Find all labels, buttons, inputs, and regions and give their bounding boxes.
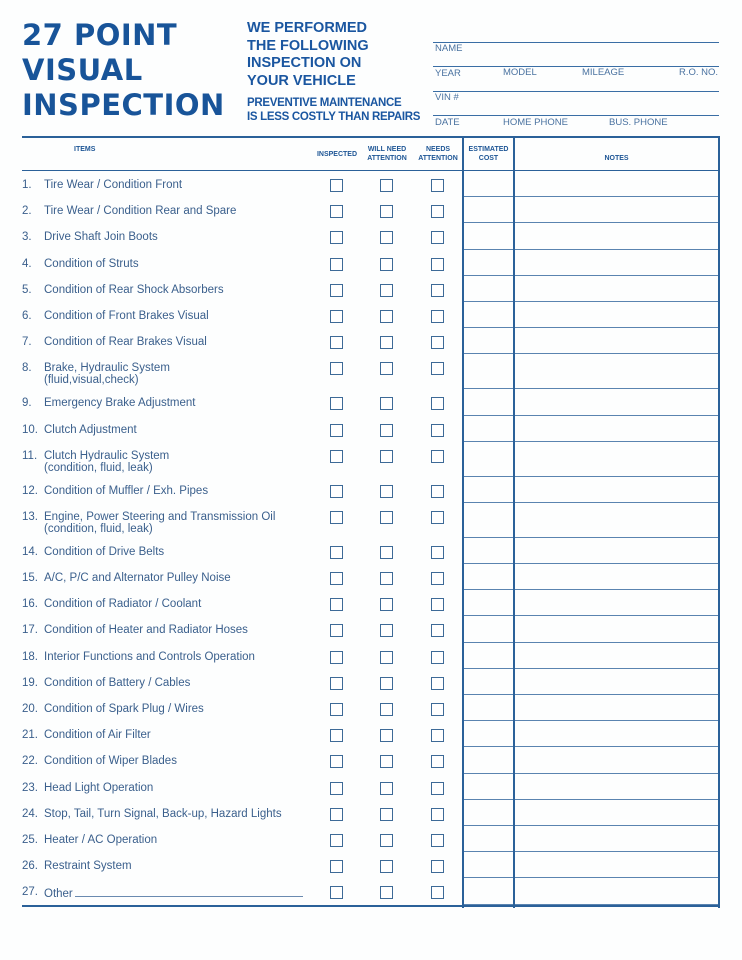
item-label-text: Head Light Operation [44, 781, 154, 794]
table-row [22, 590, 719, 616]
year-field[interactable]: YEAR [435, 68, 461, 79]
field-rule [433, 115, 719, 116]
model-field[interactable]: MODEL [503, 67, 537, 78]
item-number: 9. [22, 397, 32, 410]
will-need-attention-checkbox[interactable] [380, 755, 393, 768]
table-row [22, 852, 719, 878]
field-rule [433, 66, 719, 67]
item-number: 26. [22, 860, 38, 873]
item-label [44, 258, 139, 270]
item-label [44, 362, 170, 386]
item-number: 5. [22, 283, 32, 296]
table-row [22, 442, 719, 477]
will-need-attention-checkbox[interactable] [380, 808, 393, 821]
inspected-checkbox[interactable] [330, 362, 343, 375]
field-rule [433, 42, 719, 43]
will-need-attention-checkbox[interactable] [380, 336, 393, 349]
item-number: 18. [22, 650, 38, 663]
title-line: 27 POINT [22, 18, 178, 52]
item-label-text: Interior Functions and Controls Operation [44, 650, 255, 663]
item-number: 4. [22, 257, 32, 270]
will-need-attention-checkbox[interactable] [380, 205, 393, 218]
item-label-text: Condition of Heater and Radiator Hoses [44, 624, 248, 637]
table-row [22, 826, 719, 852]
item-label [44, 572, 231, 584]
item-label-text: Clutch Hydraulic System [44, 449, 170, 462]
column-divider [718, 136, 720, 908]
table-row [22, 416, 719, 442]
item-label [44, 651, 255, 663]
will-need-attention-checkbox[interactable] [380, 624, 393, 637]
header-line: NEEDS [425, 146, 451, 153]
inspected-checkbox[interactable] [330, 677, 343, 690]
inspected-checkbox[interactable] [330, 598, 343, 611]
inspected-checkbox[interactable] [330, 729, 343, 742]
inspected-checkbox[interactable] [330, 808, 343, 821]
item-label-text: Clutch Adjustment [44, 423, 137, 436]
will-need-attention-checkbox[interactable] [380, 651, 393, 664]
items-header: ITEMS [74, 146, 96, 153]
will-need-attention-checkbox[interactable] [380, 886, 393, 899]
item-label [44, 336, 207, 348]
statement-line: THE FOLLOWING [247, 37, 369, 54]
table-row [22, 774, 719, 800]
will-need-attention-checkbox[interactable] [380, 397, 393, 410]
will-need-attention-checkbox[interactable] [380, 231, 393, 244]
mileage-field[interactable]: MILEAGE [582, 67, 625, 78]
item-label-text: Heater / AC Operation [44, 833, 158, 846]
name-field[interactable]: NAME [435, 43, 463, 54]
item-label [44, 782, 153, 794]
needs-attention-checkbox[interactable] [431, 808, 444, 821]
inspected-header: INSPECTED [316, 151, 358, 158]
item-label-text: Brake, Hydraulic System [44, 362, 170, 375]
will-need-attention-checkbox[interactable] [380, 362, 393, 375]
item-label [44, 424, 137, 436]
inspected-checkbox[interactable] [330, 485, 343, 498]
item-label-text: Emergency Brake Adjustment [44, 397, 196, 410]
item-number: 14. [22, 545, 38, 558]
inspected-checkbox[interactable] [330, 572, 343, 585]
needs-attention-checkbox[interactable] [431, 397, 444, 410]
bus-phone-field[interactable]: BUS. PHONE [609, 117, 668, 128]
item-label-text: Condition of Front Brakes Visual [44, 309, 209, 322]
will-need-attention-checkbox[interactable] [380, 703, 393, 716]
item-number: 16. [22, 598, 38, 611]
item-number: 25. [22, 833, 38, 846]
will-need-attention-checkbox[interactable] [380, 834, 393, 847]
needs-attention-checkbox[interactable] [431, 624, 444, 637]
will-need-attention-checkbox[interactable] [380, 860, 393, 873]
needs-attention-checkbox[interactable] [431, 205, 444, 218]
table-row [22, 197, 719, 223]
table-row [22, 669, 719, 695]
home-phone-field[interactable]: HOME PHONE [503, 117, 568, 128]
needs-attention-checkbox[interactable] [431, 886, 444, 899]
inspected-checkbox[interactable] [330, 886, 343, 899]
item-number: 17. [22, 624, 38, 637]
inspected-checkbox[interactable] [330, 834, 343, 847]
table-row [22, 276, 719, 302]
item-label [44, 310, 209, 322]
statement-line: INSPECTION ON [247, 55, 362, 71]
table-row [22, 800, 719, 826]
item-number: 19. [22, 676, 38, 689]
item-label [44, 677, 190, 689]
item-number: 8. [22, 362, 32, 375]
other-write-in-line[interactable] [75, 886, 303, 897]
needs-attention-checkbox[interactable] [431, 284, 444, 297]
inspected-checkbox[interactable] [330, 231, 343, 244]
item-label [44, 179, 182, 191]
statement-line: YOUR VEHICLE [247, 72, 356, 89]
needs-attention-checkbox[interactable] [431, 258, 444, 271]
tagline [247, 96, 420, 124]
will-need-attention-checkbox[interactable] [380, 729, 393, 742]
item-label-text: Tire Wear / Condition Front [44, 179, 183, 191]
item-label-text: Condition of Wiper Blades [44, 755, 177, 768]
item-label [44, 755, 177, 767]
inspected-checkbox[interactable] [330, 703, 343, 716]
item-sublabel: (fluid,visual,check) [44, 374, 139, 387]
will-need-attention-checkbox[interactable] [380, 782, 393, 795]
needs-attention-checkbox[interactable] [431, 179, 444, 192]
table-row [22, 250, 719, 276]
tagline-line: PREVENTIVE MAINTENANCE [247, 97, 402, 109]
header-line: WILL NEED [367, 146, 407, 153]
item-number: 11. [22, 449, 38, 462]
needs-attention-checkbox[interactable] [431, 729, 444, 742]
inspected-checkbox[interactable] [330, 782, 343, 795]
ro-number-field[interactable]: R.O. NO. [679, 67, 719, 78]
will-need-attention-checkbox[interactable] [380, 284, 393, 297]
item-label [44, 205, 236, 217]
needs-attention-checkbox[interactable] [431, 424, 444, 437]
notes-header: NOTES [604, 155, 629, 162]
column-divider [513, 136, 515, 908]
table-row [22, 328, 719, 354]
table-row [22, 564, 719, 590]
table-row [22, 878, 719, 904]
item-number: 20. [22, 703, 38, 715]
item-label [44, 834, 157, 846]
item-sublabel: (condition, fluid, leak) [44, 461, 153, 474]
table-row [22, 354, 719, 389]
performed-statement [247, 20, 369, 90]
table-row [22, 695, 719, 721]
needs-attention-checkbox[interactable] [431, 362, 444, 375]
header-line: ATTENTION [367, 154, 407, 162]
item-label [44, 231, 158, 243]
will-need-attention-checkbox[interactable] [380, 424, 393, 437]
cost-notes-rule [463, 904, 719, 905]
needs-attention-checkbox[interactable] [431, 755, 444, 768]
column-divider [462, 136, 464, 908]
table-row [22, 223, 719, 249]
table-row [22, 643, 719, 669]
will-need-attention-checkbox[interactable] [380, 179, 393, 192]
will-need-attention-checkbox[interactable] [380, 546, 393, 559]
inspected-checkbox[interactable] [330, 755, 343, 768]
item-label [44, 886, 303, 900]
item-number: 1. [22, 179, 32, 191]
item-label [44, 485, 208, 497]
item-label [44, 860, 132, 872]
statement-line: WE PERFORMED [247, 20, 368, 36]
will-need-attention-checkbox[interactable] [380, 677, 393, 690]
needs-attention-checkbox[interactable] [431, 546, 444, 559]
inspected-checkbox[interactable] [330, 651, 343, 664]
needs-attention-checkbox[interactable] [431, 310, 444, 323]
item-label [44, 808, 282, 820]
inspected-checkbox[interactable] [330, 624, 343, 637]
item-label [44, 729, 151, 741]
item-label [44, 703, 204, 715]
item-label-text: Engine, Power Steering and Transmission Oil [44, 510, 276, 523]
header-line: ATTENTION [418, 154, 458, 162]
item-number: 10. [22, 423, 38, 436]
inspected-checkbox[interactable] [330, 860, 343, 873]
will-need-attention-checkbox[interactable] [380, 572, 393, 585]
will-need-header [362, 146, 412, 163]
needs-attention-checkbox[interactable] [431, 450, 444, 463]
item-label-text: Condition of Drive Belts [44, 545, 165, 558]
inspected-checkbox[interactable] [330, 179, 343, 192]
item-label [44, 450, 169, 474]
item-label-text: Condition of Battery / Cables [44, 676, 191, 689]
table-row [22, 171, 719, 197]
needs-attention-checkbox[interactable] [431, 703, 444, 716]
item-label [44, 284, 224, 296]
table-row [22, 503, 719, 538]
field-rule [433, 91, 719, 92]
tagline-line: IS LESS COSTLY THAN REPAIRS [247, 111, 421, 123]
needs-attention-checkbox[interactable] [431, 336, 444, 349]
item-label-text: Condition of Rear Brakes Visual [44, 336, 207, 349]
item-number: 27. [22, 886, 38, 899]
vin-field[interactable]: VIN # [435, 92, 459, 103]
needs-attention-checkbox[interactable] [431, 782, 444, 795]
will-need-attention-checkbox[interactable] [380, 258, 393, 271]
item-number: 6. [22, 309, 32, 322]
item-label-text: Tire Wear / Condition Rear and Spare [44, 205, 237, 218]
table-row [22, 302, 719, 328]
item-number: 22. [22, 755, 38, 768]
item-label-text: Restraint System [44, 860, 132, 873]
inspected-checkbox[interactable] [330, 205, 343, 218]
item-sublabel: (condition, fluid, leak) [44, 522, 153, 535]
item-label [44, 397, 196, 409]
item-number: 3. [22, 231, 32, 244]
needs-header [413, 146, 463, 163]
item-label-text: Condition of Spark Plug / Wires [44, 703, 204, 715]
item-label-text: Condition of Radiator / Coolant [44, 598, 202, 611]
item-label-text: Drive Shaft Join Boots [44, 231, 158, 244]
item-number: 24. [22, 807, 38, 820]
table-row [22, 747, 719, 773]
will-need-attention-checkbox[interactable] [380, 511, 393, 524]
item-number: 23. [22, 781, 38, 794]
inspection-table [22, 136, 719, 907]
inspected-checkbox[interactable] [330, 450, 343, 463]
item-number: 15. [22, 572, 38, 585]
cost-header [463, 146, 514, 163]
will-need-attention-checkbox[interactable] [380, 310, 393, 323]
needs-attention-checkbox[interactable] [431, 511, 444, 524]
header-line: COST [478, 154, 499, 162]
date-field[interactable]: DATE [435, 117, 460, 128]
inspected-checkbox[interactable] [330, 310, 343, 323]
title-line: VISUAL [22, 53, 143, 87]
header-line: ESTIMATED [468, 146, 509, 153]
title-line: INSPECTION [22, 88, 225, 122]
needs-attention-checkbox[interactable] [431, 231, 444, 244]
item-label-text: Condition of Air Filter [44, 729, 151, 742]
table-row [22, 477, 719, 503]
form-title [22, 18, 225, 123]
item-label-text: Other [44, 888, 73, 901]
needs-attention-checkbox[interactable] [431, 677, 444, 690]
item-label [44, 511, 275, 535]
item-number: 13. [22, 510, 38, 523]
needs-attention-checkbox[interactable] [431, 485, 444, 498]
inspected-checkbox[interactable] [330, 258, 343, 271]
needs-attention-checkbox[interactable] [431, 598, 444, 611]
will-need-attention-checkbox[interactable] [380, 450, 393, 463]
will-need-attention-checkbox[interactable] [380, 598, 393, 611]
item-number: 2. [22, 205, 32, 218]
needs-attention-checkbox[interactable] [431, 860, 444, 873]
item-number: 12. [22, 484, 38, 497]
needs-attention-checkbox[interactable] [431, 651, 444, 664]
item-label-text: Condition of Muffler / Exh. Pipes [44, 484, 209, 497]
item-number: 21. [22, 729, 38, 742]
inspected-checkbox[interactable] [330, 424, 343, 437]
inspected-checkbox[interactable] [330, 511, 343, 524]
item-label-text: Condition of Rear Shock Absorbers [44, 283, 224, 296]
inspected-checkbox[interactable] [330, 336, 343, 349]
inspected-checkbox[interactable] [330, 284, 343, 297]
table-row [22, 538, 719, 564]
will-need-attention-checkbox[interactable] [380, 485, 393, 498]
inspected-checkbox[interactable] [330, 546, 343, 559]
table-row [22, 721, 719, 747]
needs-attention-checkbox[interactable] [431, 572, 444, 585]
item-label [44, 546, 164, 558]
item-label-text: A/C, P/C and Alternator Pulley Noise [44, 572, 231, 585]
item-label-text: Condition of Struts [44, 257, 139, 270]
inspected-checkbox[interactable] [330, 397, 343, 410]
table-header [22, 138, 719, 171]
needs-attention-checkbox[interactable] [431, 834, 444, 847]
table-row [22, 389, 719, 415]
item-label-text: Stop, Tail, Turn Signal, Back-up, Hazard Lights [44, 807, 282, 820]
table-row [22, 616, 719, 642]
table-body [22, 171, 719, 905]
item-label [44, 624, 248, 636]
item-label [44, 598, 201, 610]
item-number: 7. [22, 336, 32, 349]
